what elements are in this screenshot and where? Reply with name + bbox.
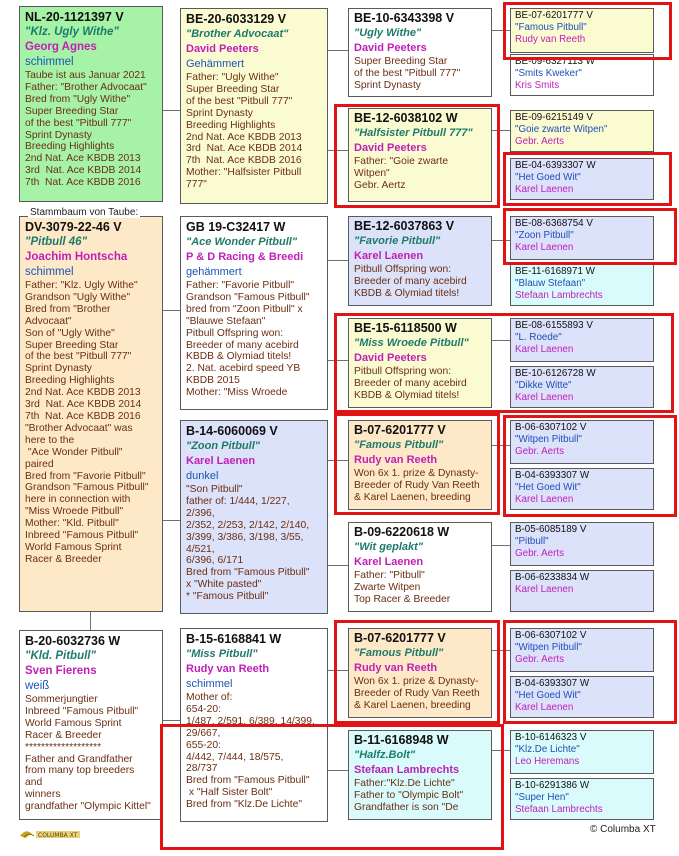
owner-name: Georg Agnes: [25, 41, 97, 53]
pigeon-card-ancestor[interactable]: [510, 778, 654, 820]
ring-number: BE-12-6037863 V: [354, 219, 455, 233]
owner-name: David Peeters: [354, 142, 427, 154]
ring-number: BE-04-6393307 W: [515, 160, 596, 171]
pigeon-card-ancestor[interactable]: [510, 158, 654, 200]
pigeon-card-grandparent[interactable]: [180, 628, 328, 822]
pigeon-name: "Famous Pitbull": [515, 22, 587, 33]
pigeon-name: "Famous Pitbull": [354, 439, 444, 451]
pigeon-name: "Pitbull": [515, 536, 549, 547]
pigeon-card-ancestor[interactable]: [510, 522, 654, 566]
owner-name: Karel Laenen: [354, 556, 424, 568]
pigeon-name: "Halfz.Bolt": [354, 749, 416, 761]
pigeon-card-ancestor[interactable]: [510, 468, 654, 510]
connector-line: [492, 445, 510, 446]
pigeon-name: "Klz. Ugly Withe": [25, 26, 119, 38]
ring-number: BE-09-6327113 W: [515, 56, 595, 67]
pigeon-info: Father: "Goie zwarte Witpen" Gebr. Aertz: [354, 156, 449, 191]
owner-name: Gebr. Aerts: [515, 136, 565, 147]
owner-name: David Peeters: [354, 352, 427, 364]
ring-number: BE-09-6215149 V: [515, 112, 593, 123]
connector-line: [492, 240, 510, 241]
pigeon-name: "Het Goed Wit": [515, 482, 581, 493]
pigeon-info: Father: "Klz. Ugly Withe" Grandson "Ugly Withe" Bred from "Brother Advocaat" Son of "Ugly Withe" Super Breeding Star of the best "Pitbull 777" Sprint Dynasty Breeding Highlights 2nd Nat. Ace KBDB 2013 3rd Nat. Ace KBDB 2014 7th Nat. Ace KBDB 2016 "Brother Advocaat" was here to the "Ace Wonder Pitbull" paired Bred from "Favorie Pitbull" Grandson "Famous Pitbull" here in connection with "Miss Wroede Pitbull" Mother: "Kld. Pitbull" Inbreed "Famous Pitbull" World Famous Sprint Racer & Breeder: [25, 280, 149, 565]
ring-number: BE-12-6038102 W: [354, 111, 458, 125]
connector-line: [328, 565, 348, 566]
owner-name: Joachim Hontscha: [25, 251, 128, 263]
ring-number: BE-08-6368754 V: [515, 218, 593, 229]
pigeon-info: Super Breeding Star of the best "Pitbull 777" Sprint Dynasty: [354, 56, 461, 91]
pigeon-info: Won 6x 1. prize & Dynasty- Breeder of Rudy Van Reeth & Karel Laenen, breeding: [354, 676, 480, 711]
ring-number: B-06-6307102 V: [515, 630, 587, 641]
pigeon-card-great-grandparent[interactable]: [348, 318, 492, 408]
pigeon-info: Father:"Klz.De Lichte" Father to "Olympic Bolt" Grandfather is son "De: [354, 778, 464, 813]
owner-name: Karel Laenen: [515, 584, 574, 595]
pigeon-info: Won 6x 1. prize & Dynasty- Breeder of Rudy Van Reeth & Karel Laenen, breeding: [354, 468, 480, 503]
pigeon-name: "Het Goed Wit": [515, 172, 581, 183]
pigeon-card-ancestor[interactable]: [510, 730, 654, 774]
pigeon-info: Father: "Favorie Pitbull" Grandson "Famous Pitbull" bred from "Zoon Pitbull" x "Blauwe Stefaan" Pitbull Offspring won: Breeder of many acebird KBDB & Olymiad titels! 2. Nat. acebird speed YB KBDB 2015 Mother: "Miss Wroede: [186, 280, 310, 399]
pigeon-name: "Smits Kweker": [515, 68, 582, 79]
owner-name: P & D Racing & Breedi: [186, 251, 304, 263]
pigeon-name: "Miss Pitbull": [186, 648, 258, 660]
pigeon-card-mother[interactable]: [19, 630, 163, 820]
pigeon-card-ancestor[interactable]: [510, 628, 654, 672]
pigeon-info: Pitbull Offspring won: Breeder of many acebird KBDB & Olymiad titels!: [354, 264, 467, 299]
pigeon-card-grandparent[interactable]: [180, 216, 328, 410]
pigeon-name: "Pitbull 46": [25, 236, 88, 248]
pigeon-name: "Famous Pitbull": [354, 647, 444, 659]
pigeon-name: "Wit geplakt": [354, 541, 424, 553]
pigeon-card-ancestor[interactable]: [510, 318, 654, 362]
pigeon-card-great-grandparent[interactable]: [348, 216, 492, 306]
owner-name: Rudy van Reeth: [186, 663, 270, 675]
pigeon-color: gehämmert: [186, 266, 242, 278]
copyright-text: © Columba XT: [590, 824, 656, 835]
connector-line: [492, 750, 510, 751]
pigeon-name: "Miss Wroede Pitbull": [354, 337, 469, 349]
pigeon-card-grandparent[interactable]: [180, 8, 328, 204]
owner-name: David Peeters: [354, 42, 427, 54]
pigeon-card-ancestor[interactable]: [510, 264, 654, 306]
connector-line: [163, 520, 180, 521]
pigeon-color: schimmel: [25, 56, 74, 68]
pigeon-card-ancestor[interactable]: [510, 216, 654, 260]
pigeon-card-ancestor[interactable]: [510, 676, 654, 718]
pigeon-info: Pitbull Offspring won: Breeder of many acebird KBDB & Olymiad titels!: [354, 366, 467, 401]
ring-number: B-07-6201777 V: [354, 423, 446, 437]
pigeon-name: "Klz.De Lichte": [515, 744, 580, 755]
bird-logo-icon: [18, 826, 82, 842]
pigeon-color: schimmel: [186, 678, 233, 690]
pigeon-name: "Favorie Pitbull": [354, 235, 441, 247]
ring-number: GB 19-C32417 W: [186, 220, 286, 234]
owner-name: Rudy van Reeth: [515, 34, 586, 45]
pigeon-card-ancestor[interactable]: [510, 54, 654, 96]
connector-line: [492, 545, 510, 546]
pigeon-name: "Het Goed Wit": [515, 690, 581, 701]
connector-line: [328, 360, 348, 361]
connector-line: [328, 50, 348, 51]
connector-line: [163, 720, 180, 721]
pigeon-name: "Zoon Pitbull": [515, 230, 574, 241]
pigeon-name: "Brother Advocaat": [186, 28, 289, 40]
ring-number: BE-10-6126728 W: [515, 368, 596, 379]
connector-line: [90, 612, 91, 630]
connector-line: [492, 30, 510, 31]
ring-number: B-04-6393307 W: [515, 470, 590, 481]
owner-name: Rudy van Reeth: [354, 662, 438, 674]
connector-line: [328, 670, 348, 671]
ring-number: BE-07-6201777 V: [515, 10, 593, 21]
owner-name: Karel Laenen: [515, 494, 574, 505]
ring-number: B-15-6168841 W: [186, 632, 282, 646]
connector-line: [492, 130, 510, 131]
ring-number: BE-15-6118500 W: [354, 321, 457, 335]
pigeon-name: "Zoon Pitbull": [186, 440, 260, 452]
connector-line: [492, 650, 510, 651]
ring-number: B-14-6060069 V: [186, 424, 278, 438]
pigeon-card-great-grandparent[interactable]: [348, 628, 492, 718]
stammbaum-label: Stammbaum von Taube:: [30, 207, 139, 218]
pigeon-name: "Witpen Pitbull": [515, 434, 582, 445]
owner-name: Karel Laenen: [515, 702, 574, 713]
owner-name: Gebr. Aerts: [515, 446, 565, 457]
owner-name: Gebr. Aerts: [515, 654, 565, 665]
ring-number: B-09-6220618 W: [354, 525, 450, 539]
pigeon-card-ancestor[interactable]: [510, 366, 654, 408]
pigeon-name: "Ace Wonder Pitbull": [186, 236, 298, 248]
ring-number: B-07-6201777 V: [354, 631, 446, 645]
ring-number: BE-20-6033129 V: [186, 12, 287, 26]
connector-line: [328, 150, 348, 151]
ring-number: B-10-6291386 W: [515, 780, 590, 791]
connector-line: [328, 770, 348, 771]
pigeon-info: Father: "Ugly Withe" Super Breeding Star of the best "Pitbull 777" Sprint Dynasty Breeding Highlights 2nd Nat. Ace KBDB 2013 3rd Nat. Ace KBDB 2014 7th Nat. Ace KBDB 2016 Mother: "Halfsister Pitbull 777": [186, 72, 303, 191]
owner-name: Kris Smits: [515, 80, 560, 91]
ring-number: NL-20-1121397 V: [25, 10, 124, 24]
ring-number: B-11-6168948 W: [354, 733, 449, 747]
owner-name: Karel Laenen: [515, 344, 574, 355]
pigeon-name: "Goie zwarte Witpen": [515, 124, 608, 135]
pigeon-color: weiß: [25, 680, 50, 692]
pigeon-info: "Son Pitbull" father of: 1/444, 1/227, 2/396, 2/352, 2/253, 2/142, 2/140, 3/399, 3/386, 3/198, 3/55, 4/521, 6/396, 6/171 Bred from "Famous Pitbull" x "White pasted" * "Famous Pitbull": [186, 484, 310, 603]
pigeon-card-grandparent[interactable]: [180, 420, 328, 614]
pigeon-card-ancestor[interactable]: [510, 8, 654, 53]
ring-number: DV-3079-22-46 V: [25, 220, 122, 234]
owner-name: David Peeters: [186, 43, 259, 55]
pigeon-card-great-grandparent[interactable]: [348, 108, 492, 202]
ring-number: B-06-6307102 V: [515, 422, 587, 433]
owner-name: Stefaan Lambrechts: [354, 764, 460, 776]
pigeon-name: "Super Hen": [515, 792, 569, 803]
connector-line: [492, 340, 510, 341]
ring-number: BE-08-6155893 V: [515, 320, 593, 331]
pigeon-info: Taube ist aus Januar 2021 Father: "Brother Advocaat" Bred from "Ugly Withe" Super Breeding Star of the best "Pitbull 777" Sprint Dynasty Breeding Highlights 2nd Nat. Ace KBDB 2013 3rd Nat. Ace KBDB 2014 7th Nat. Ace KBDB 2016: [25, 70, 147, 189]
pigeon-name: "Halfsister Pitbull 777": [354, 127, 473, 139]
pigeon-info: Mother of: 654-20: 1/487, 2/591, 6/389, 14/399, 29/667, 655-20: 4/442, 7/444, 18/575, 28/737 Bred from "Famous Pitbull" x "Half Sister Bolt" Bred from "Klz.De Lichte": [186, 692, 315, 811]
pigeon-card-ancestor[interactable]: [510, 570, 654, 612]
owner-name: Leo Heremans: [515, 756, 580, 767]
pigeon-color: Gehämmert: [186, 58, 245, 70]
pigeon-name: "Witpen Pitbull": [515, 642, 582, 653]
pigeon-card-great-grandparent[interactable]: [348, 420, 492, 510]
pigeon-name: "Ugly Withe": [354, 27, 422, 39]
ring-number: BE-11-6168971 W: [515, 266, 595, 277]
columba-logo: [18, 826, 82, 842]
ring-number: B-20-6032736 W: [25, 634, 121, 648]
logo-text: COLUMBA XT: [38, 832, 78, 839]
ring-number: B-04-6393307 W: [515, 678, 590, 689]
connector-line: [163, 310, 180, 311]
owner-name: Karel Laenen: [515, 242, 574, 253]
ring-number: B-06-6233834 W: [515, 572, 590, 583]
owner-name: Stefaan Lambrechts: [515, 290, 603, 301]
pigeon-name: "Kld. Pitbull": [25, 650, 96, 662]
pigeon-card-ancestor[interactable]: [510, 110, 654, 152]
owner-name: Gebr. Aerts: [515, 548, 565, 559]
owner-name: Stefaan Lambrechts: [515, 804, 603, 815]
owner-name: Sven Fierens: [25, 665, 97, 677]
owner-name: Rudy van Reeth: [354, 454, 438, 466]
connector-line: [328, 260, 348, 261]
owner-name: Karel Laenen: [186, 455, 256, 467]
ring-number: B-10-6146323 V: [515, 732, 587, 743]
owner-name: Karel Laenen: [515, 392, 574, 403]
ring-number: B-05-6085189 V: [515, 524, 587, 535]
pigeon-info: Sommerjungtier Inbreed "Famous Pitbull" World Famous Sprint Racer & Breeder ******************* Father and Grandfather from many top breeders and winners grandfather "Olympic Kittel": [25, 694, 151, 813]
pigeon-name: "Dikke Witte": [515, 380, 572, 391]
pigeon-card-great-grandparent[interactable]: [348, 8, 492, 97]
pigeon-color: schimmel: [25, 266, 74, 278]
pigeon-color: dunkel: [186, 470, 219, 482]
pigeon-card-great-grandparent[interactable]: [348, 522, 492, 612]
owner-name: Karel Laenen: [354, 250, 424, 262]
pigeon-card-ancestor[interactable]: [510, 420, 654, 464]
pigeon-name: "Blauw Stefaan": [515, 278, 586, 289]
pigeon-card-father[interactable]: [19, 216, 163, 612]
pigeon-name: "L. Roede": [515, 332, 562, 343]
pigeon-card-great-grandparent[interactable]: [348, 730, 492, 820]
connector-line: [328, 460, 348, 461]
ring-number: BE-10-6343398 V: [354, 11, 455, 25]
pigeon-card-main[interactable]: [19, 6, 163, 202]
owner-name: Karel Laenen: [515, 184, 574, 195]
pigeon-info: Father: "Pitbull" Zwarte Witpen Top Racer & Breeder: [354, 570, 451, 605]
connector-line: [163, 110, 180, 111]
